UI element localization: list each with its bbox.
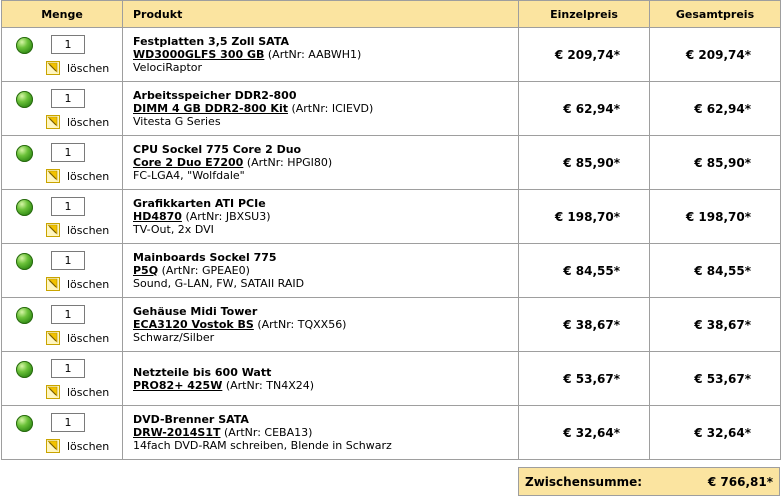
product-line	[133, 156, 518, 169]
product-artnr: (ArtNr: ICIEVD)	[291, 102, 374, 115]
product-description: TV-Out, 2x DVI	[133, 223, 214, 236]
delete-label: löschen	[67, 277, 110, 291]
product-line	[133, 426, 518, 439]
delete-button[interactable]	[46, 223, 109, 237]
product-link[interactable]: DIMM 4 GB DDR2-800 Kit	[133, 102, 288, 115]
unit-price: € 209,74*	[519, 28, 650, 82]
subtotal-box	[518, 467, 780, 496]
menge-cell	[2, 190, 123, 244]
quantity-input[interactable]	[51, 143, 85, 162]
unit-price: € 84,55*	[519, 244, 650, 298]
table-row	[2, 28, 781, 82]
header-menge: Menge	[2, 1, 123, 28]
table-row	[2, 190, 781, 244]
quantity-input[interactable]	[51, 413, 85, 432]
header-einzelpreis: Einzelpreis	[519, 1, 650, 28]
delete-label: löschen	[67, 223, 110, 237]
delete-button[interactable]	[46, 61, 109, 75]
delete-label: löschen	[67, 385, 110, 399]
product-category: Netzteile bis 600 Watt	[133, 365, 272, 379]
cart-body	[2, 28, 781, 460]
product-link[interactable]: PRO82+ 425W	[133, 378, 223, 392]
product-category: Festplatten 3,5 Zoll SATA	[133, 35, 290, 48]
product-artnr: (ArtNr: CEBA13)	[224, 426, 313, 439]
product-category: CPU Sockel 775 Core 2 Duo	[133, 143, 302, 156]
total-price: € 38,67*	[650, 298, 781, 352]
total-price: € 32,64*	[650, 406, 781, 460]
product-category: Mainboards Sockel 775	[133, 251, 277, 264]
product-link[interactable]: WD3000GLFS 300 GB	[133, 48, 265, 61]
product-link[interactable]: P5Q	[133, 264, 159, 277]
delete-button[interactable]	[46, 169, 109, 183]
subtotal-label: Zwischensumme:	[525, 474, 643, 489]
unit-price: € 32,64*	[519, 406, 650, 460]
menge-cell	[2, 298, 123, 352]
product-description: Schwarz/Silber	[133, 331, 215, 344]
product-link[interactable]: Core 2 Duo E7200	[133, 156, 244, 169]
product-description: VelociRaptor	[133, 61, 203, 74]
total-price: € 53,67*	[650, 352, 781, 406]
cart-header-row	[2, 1, 781, 28]
product-cell	[123, 406, 519, 460]
product-cell	[123, 244, 519, 298]
total-price: € 209,74*	[650, 28, 781, 82]
product-line	[133, 379, 518, 392]
product-line	[133, 48, 518, 61]
menge-cell	[2, 406, 123, 460]
product-artnr: (ArtNr: TN4X24)	[225, 378, 315, 392]
green-status-dot-icon	[16, 145, 33, 162]
delete-arrow-icon	[46, 169, 60, 183]
table-row	[2, 298, 781, 352]
product-cell	[123, 190, 519, 244]
green-status-dot-icon	[16, 415, 33, 432]
delete-label: löschen	[67, 169, 110, 183]
product-line	[133, 264, 518, 277]
quantity-input[interactable]	[51, 89, 85, 108]
product-category: Grafikkarten ATI PCIe	[133, 197, 266, 210]
delete-button[interactable]	[46, 277, 109, 291]
product-artnr: (ArtNr: GPEAE0)	[161, 264, 250, 277]
menge-cell	[2, 136, 123, 190]
delete-label: löschen	[67, 115, 110, 129]
total-price: € 62,94*	[650, 82, 781, 136]
unit-price: € 53,67*	[519, 352, 650, 406]
product-description: 14fach DVD-RAM schreiben, Blende in Schwarz	[133, 439, 392, 452]
total-price: € 84,55*	[650, 244, 781, 298]
delete-arrow-icon	[46, 385, 60, 399]
product-description: Sound, G-LAN, FW, SATAII RAID	[133, 277, 305, 290]
delete-arrow-icon	[46, 277, 60, 291]
table-row	[2, 352, 781, 406]
green-status-dot-icon	[16, 199, 33, 216]
delete-arrow-icon	[46, 331, 60, 345]
table-row	[2, 244, 781, 298]
product-line	[133, 210, 518, 223]
table-row	[2, 406, 781, 460]
delete-arrow-icon	[46, 223, 60, 237]
menge-cell	[2, 244, 123, 298]
cart-table	[1, 0, 781, 460]
delete-arrow-icon	[46, 61, 60, 75]
delete-label: löschen	[67, 61, 110, 75]
green-status-dot-icon	[16, 253, 33, 270]
delete-arrow-icon	[46, 439, 60, 453]
product-artnr: (ArtNr: HPGI80)	[246, 156, 333, 169]
product-line	[133, 102, 518, 115]
product-link[interactable]: ECA3120 Vostok BS	[133, 318, 254, 331]
quantity-input[interactable]	[51, 197, 85, 216]
quantity-input[interactable]	[51, 251, 85, 270]
unit-price: € 85,90*	[519, 136, 650, 190]
unit-price: € 62,94*	[519, 82, 650, 136]
product-link[interactable]: HD4870	[133, 210, 182, 223]
product-category: Gehäuse Midi Tower	[133, 305, 258, 318]
product-link[interactable]: DRW-2014S1T	[133, 426, 221, 439]
product-cell	[123, 136, 519, 190]
product-cell	[123, 82, 519, 136]
product-category: DVD-Brenner SATA	[133, 413, 249, 426]
delete-label: löschen	[67, 439, 110, 453]
table-row	[2, 82, 781, 136]
quantity-input[interactable]	[51, 305, 85, 324]
unit-price: € 38,67*	[519, 298, 650, 352]
product-description: Vitesta G Series	[133, 115, 221, 128]
quantity-input[interactable]	[51, 359, 85, 378]
product-line	[133, 318, 518, 331]
menge-cell	[2, 352, 123, 406]
table-row	[2, 136, 781, 190]
delete-button[interactable]	[46, 385, 109, 399]
delete-arrow-icon	[46, 115, 60, 129]
delete-label: löschen	[67, 331, 110, 345]
header-produkt: Produkt	[123, 1, 519, 28]
product-cell	[123, 352, 519, 406]
green-status-dot-icon	[16, 91, 33, 108]
subtotal-value: € 766,81*	[707, 474, 773, 489]
total-price: € 198,70*	[650, 190, 781, 244]
green-status-dot-icon	[16, 307, 33, 324]
green-status-dot-icon	[16, 37, 33, 54]
product-artnr: (ArtNr: JBXSU3)	[185, 210, 271, 223]
delete-button[interactable]	[46, 331, 109, 345]
product-artnr: (ArtNr: TQXX56)	[257, 318, 347, 331]
menge-cell	[2, 82, 123, 136]
product-category: Arbeitsspeicher DDR2-800	[133, 89, 297, 102]
total-price: € 85,90*	[650, 136, 781, 190]
product-cell	[123, 298, 519, 352]
unit-price: € 198,70*	[519, 190, 650, 244]
product-cell	[123, 28, 519, 82]
header-gesamtpreis: Gesamtpreis	[650, 1, 781, 28]
menge-cell	[2, 28, 123, 82]
green-status-dot-icon	[16, 361, 33, 378]
quantity-input[interactable]	[51, 35, 85, 54]
delete-button[interactable]	[46, 115, 109, 129]
product-description: FC-LGA4, "Wolfdale"	[133, 169, 245, 182]
product-artnr: (ArtNr: AABWH1)	[267, 48, 362, 61]
delete-button[interactable]	[46, 439, 109, 453]
